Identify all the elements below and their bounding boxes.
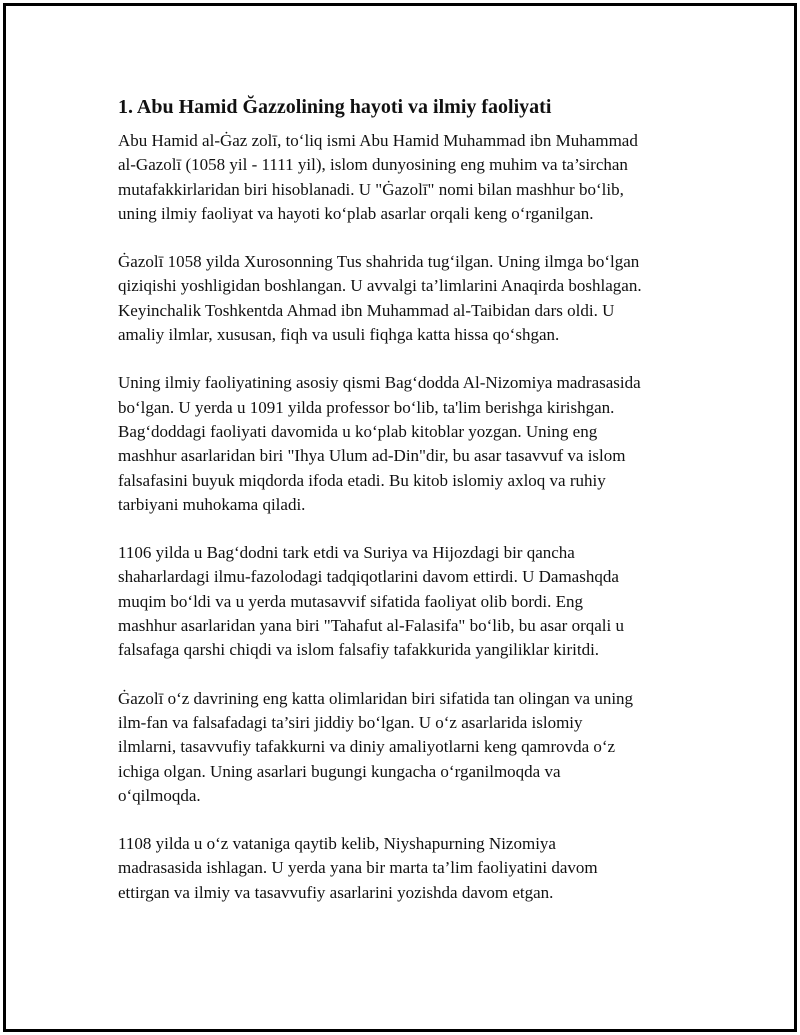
paragraph-line: shaharlardagi ilmu-fazolodagi tadqiqotlarini davom ettirdi. U Damashqda [118,567,619,587]
paragraph-line: mashhur asarlaridan biri "Ihya Ulum ad-Din"dir, bu asar tasavvuf va islom [118,446,626,466]
paragraph-line: madrasasida ishlagan. U yerda yana bir marta ta’lim faoliyatini davom [118,858,598,878]
paragraph-line: Abu Hamid al-Ġaz zolī, toʻliq ismi Abu Hamid Muhammad ibn Muhammad [118,131,638,150]
paragraph-4 [118,541,708,662]
paragraph-1 [118,129,708,226]
paragraph-line: 1108 yilda u oʻz vataniga qaytib kelib, Niyshapurning Nizomiya [118,834,556,854]
paragraph-line: Ġazolī 1058 yilda Xurosonning Tus shahrida tugʻilgan. Uning ilmga boʻlgan [118,252,640,272]
paragraph-2 [118,250,708,347]
paragraph-line: ichiga olgan. Uning asarlari bugungi kungacha oʻrganilmoqda va [118,761,561,781]
paragraph-line: uning ilmiy faoliyat va hayoti koʻplab asarlar orqali keng oʻrganilgan. [118,203,594,223]
paragraph-line: Keyinchalik Toshkentda Ahmad ibn Muhammad al-Taibidan dars oldi. U [118,300,615,320]
paragraph-line: ilm-fan va falsafadagi ta’siri jiddiy boʻlgan. U oʻz asarlarida islomiy [118,712,583,732]
paragraph-line: oʻqilmoqda. [118,785,201,805]
paragraph-line: tarbiyani muhokama qiladi. [118,494,306,514]
paragraph-line: falsafaga qarshi chiqdi va islom falsafiy tafakkurida yangiliklar kiritdi. [118,640,600,660]
paragraph-line: boʻlgan. U yerda u 1091 yilda professor boʻlib, ta'lim berishga kirishgan. [118,397,615,417]
paragraph-line: falsafasini buyuk miqdorda ifoda etadi. Bu kitob islomiy axloq va ruhiy [118,470,606,490]
paragraph-line: al-Gazolī (1058 yil - 1111 yil), islom dunyosining eng muhim va ta’sirchan [118,155,628,175]
paragraph-line: qiziqishi yoshligidan boshlangan. U avvalgi ta’limlarini Anaqirda boshlagan. [118,276,642,296]
paragraph-line: 1106 yilda u Bagʻdodni tark etdi va Suriya va Hijozdagi bir qancha [118,543,575,563]
paragraph-line: amaliy ilmlar, xususan, fiqh va usuli fiqhga katta hissa qoʻshgan. [118,325,560,345]
section-title: 1. Abu Hamid Ğazzolining hayoti va ilmiy faoliyati [118,96,552,118]
paragraph-6 [118,832,708,905]
paragraph-line: Ġazolī oʻz davrining eng katta olimlaridan biri sifatida tan olingan va uning [118,688,634,708]
paragraph-line: Uning ilmiy faoliyatining asosiy qismi Bagʻdodda Al-Nizomiya madrasasida [118,373,641,393]
paragraph-3 [118,371,708,517]
paragraph-5 [118,687,708,808]
document-body [118,94,708,929]
paragraph-line: ilmlarni, tasavvufiy tafakkurni va diniy amaliyotlarni keng qamrovda oʻz [118,737,616,757]
paragraph-line: mutafakkirlaridan biri hisoblanadi. U "Ġazolī" nomi bilan mashhur boʻlib, [118,179,624,199]
paragraph-line: mashhur asarlaridan yana biri "Tahafut al-Falasifa" boʻlib, bu asar orqali u [118,616,624,636]
paragraph-line: ettirgan va ilmiy va tasavvufiy asarlarini yozishda davom etgan. [118,882,554,902]
paragraph-line: muqim boʻldi va u yerda mutasavvif sifatida faoliyat olib bordi. Eng [118,591,584,611]
paragraph-list [118,129,708,905]
paragraph-line: Bagʻdoddagi faoliyati davomida u koʻplab kitoblar yozgan. Uning eng [118,421,598,441]
